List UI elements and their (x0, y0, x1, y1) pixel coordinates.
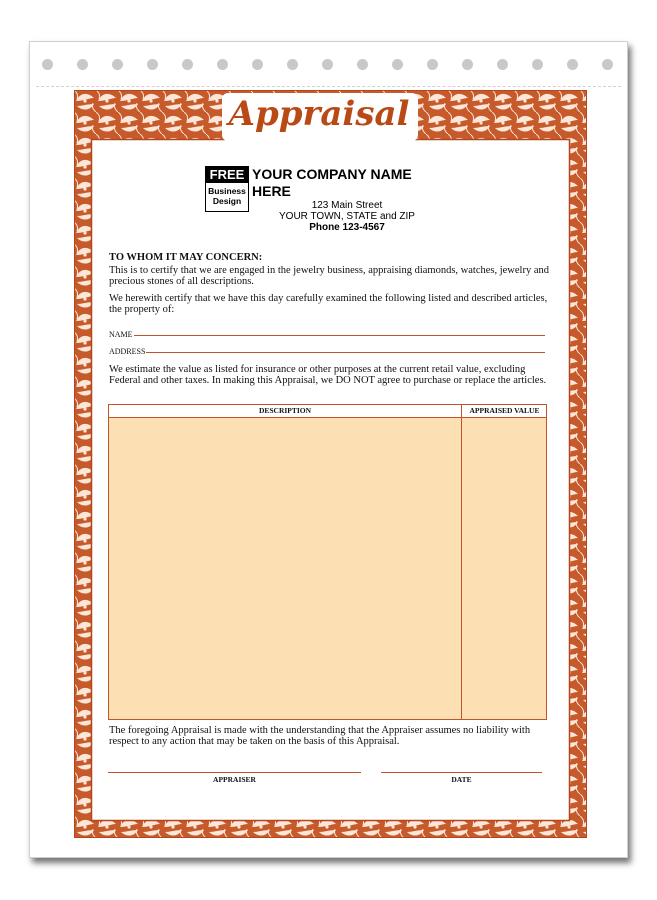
date-line[interactable] (381, 772, 542, 773)
binder-hole (602, 59, 613, 70)
appraised-value-area[interactable] (462, 418, 546, 719)
appraised-value-header: APPRAISED VALUE (469, 406, 540, 415)
certify-paragraph: This is to certify that we are engaged in the jewelry business, appraising diamonds, watches, jewelry and precious stones of all descriptions. (109, 265, 549, 287)
binder-hole (42, 59, 53, 70)
description-area[interactable] (109, 418, 460, 719)
binder-hole (322, 59, 333, 70)
binder-hole (147, 59, 158, 70)
binder-hole (567, 59, 578, 70)
binder-hole (77, 59, 88, 70)
table-header (109, 405, 546, 418)
binder-hole (392, 59, 403, 70)
appraiser-signature-line[interactable] (108, 772, 361, 773)
address-label: ADDRESS (109, 347, 146, 356)
title-block (218, 94, 420, 146)
binder-hole (182, 59, 193, 70)
binder-hole (532, 59, 543, 70)
binder-hole (287, 59, 298, 70)
description-header: DESCRIPTION (258, 406, 312, 415)
liability-paragraph: The foregoing Appraisal is made with the understanding that the Appraiser assumes no liability with respect to any action that may be taken on the basis of this Appraisal. (109, 725, 531, 747)
badge-free-label: FREE (206, 167, 248, 183)
perforation-line (36, 86, 621, 87)
page-title: Appraisal (228, 94, 410, 134)
company-phone: Phone 123-4567 (309, 222, 385, 233)
binder-hole (112, 59, 123, 70)
name-label: NAME (109, 330, 133, 339)
greeting: TO WHOM IT MAY CONCERN: (109, 252, 263, 263)
address-field[interactable] (146, 352, 545, 353)
binder-holes (30, 42, 627, 82)
company-name: YOUR COMPANY NAME HERE (252, 166, 412, 199)
binder-hole (217, 59, 228, 70)
badge-business-design-label: Business Design (208, 186, 246, 206)
appraiser-label: APPRAISER (213, 775, 256, 784)
appraisal-table (108, 404, 547, 720)
company-city: YOUR TOWN, STATE and ZIP (279, 211, 415, 222)
examined-paragraph: We herewith certify that we have this day carefully examined the following listed and described articles, the property of: (109, 293, 548, 315)
company-street: 123 Main Street (311, 200, 383, 211)
date-label: DATE (451, 775, 472, 784)
binder-hole (252, 59, 263, 70)
binder-hole (357, 59, 368, 70)
binder-hole (497, 59, 508, 70)
company-header (252, 166, 442, 233)
binder-hole (427, 59, 438, 70)
binder-hole (462, 59, 473, 70)
free-business-design-badge (205, 166, 249, 212)
name-field[interactable] (134, 335, 545, 336)
estimate-paragraph: We estimate the value as listed for insurance or other purposes at the current retail value, excluding Federal and other taxes. In making this Appraisal, we DO NOT agree to purchase or replace the articles. (109, 364, 547, 386)
